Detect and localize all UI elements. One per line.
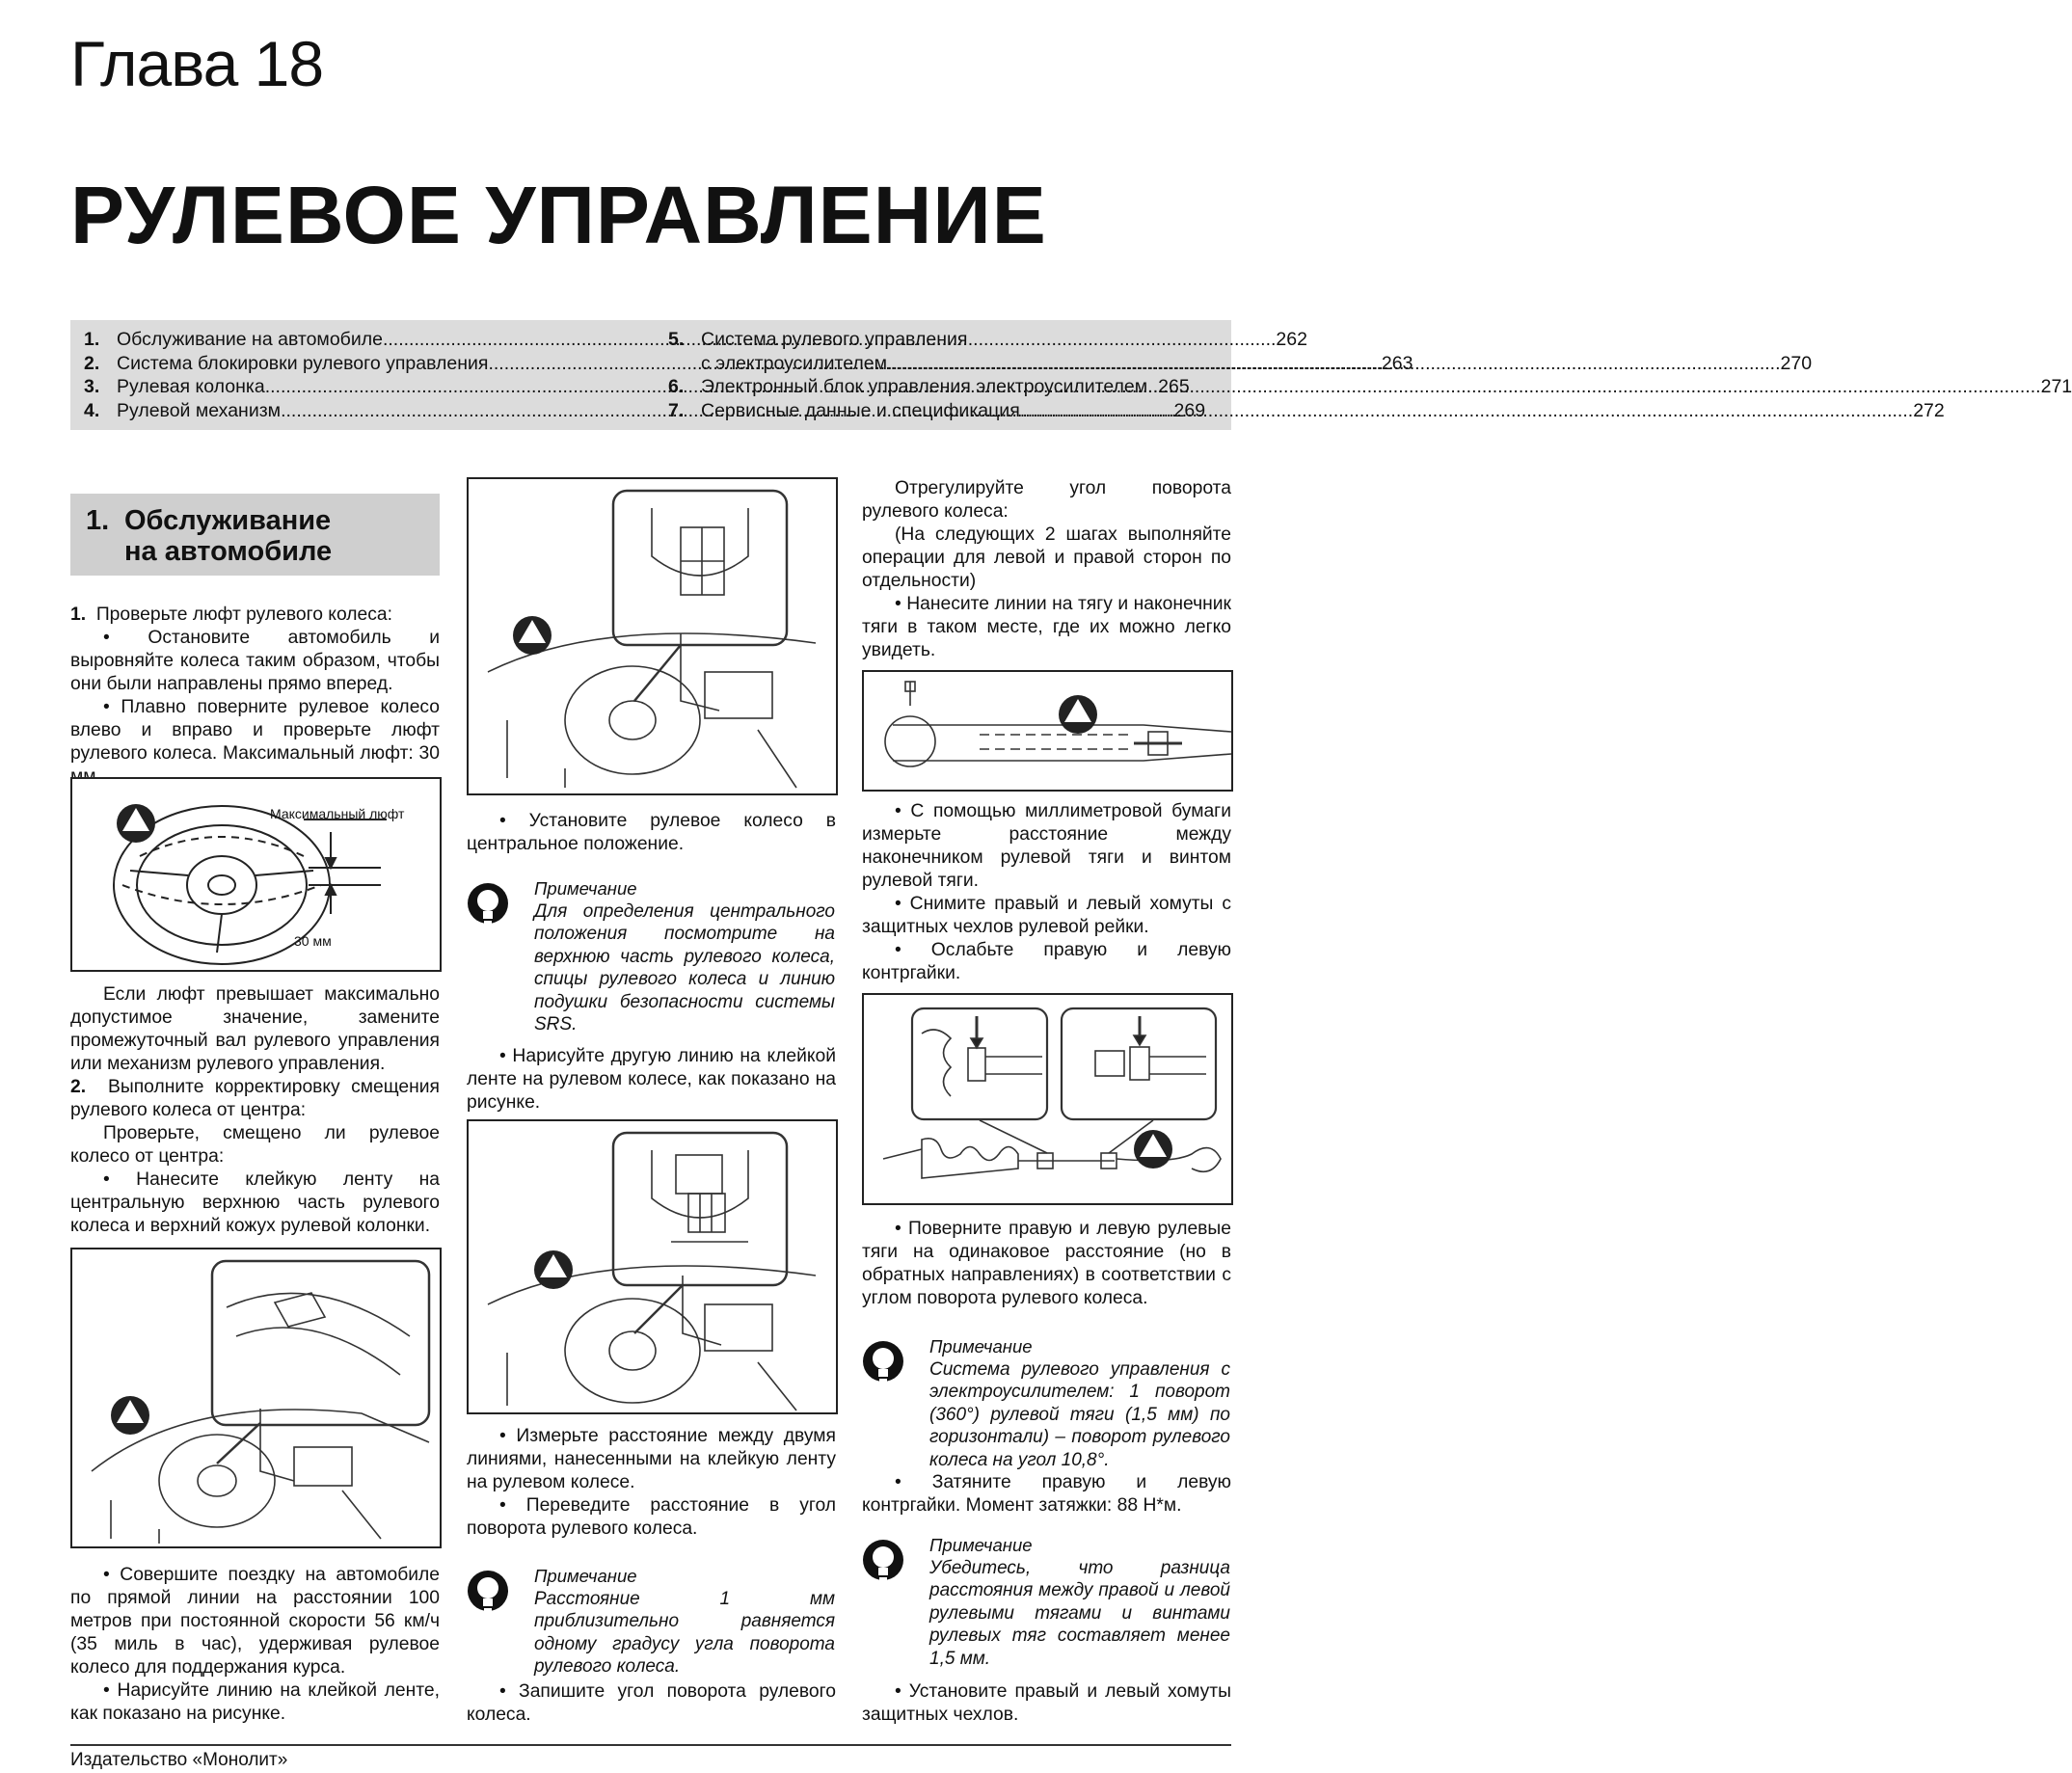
column-3-b (862, 800, 1231, 985)
note-1 (534, 877, 835, 1036)
step-text: Проверьте люфт рулевого колеса: (95, 604, 392, 625)
paragraph: • Нанесите клейкую ленту на центральную верхнюю часть рулевого колеса и верхний кожух рулевой колонки. (70, 1169, 440, 1236)
section-title: Обслуживание на автомобиле (124, 505, 333, 567)
toc-item[interactable]: 5. Система рулевого управления (668, 329, 968, 350)
column-3-a (862, 477, 1231, 662)
paragraph: • С помощью миллиметровой бумаги измерьте расстояние между наконечником рулевой тяги и винтом рулевой тяги. (862, 801, 1231, 891)
figure-tie-rod-marks (862, 670, 1233, 792)
step-number: 1. (70, 604, 87, 625)
dashboard-center-diagram (469, 479, 836, 793)
paragraph: • Переведите расстояние в угол поворота рулевого колеса. (467, 1495, 836, 1539)
paragraph: • Нанесите линии на тягу и наконечник тяги в таком месте, где их можно легко увидеть. (862, 594, 1231, 660)
toc-item[interactable]: 4. Рулевой механизм ..... 269 (84, 399, 643, 423)
section-number: 1. (86, 505, 110, 536)
toc-item[interactable]: с электроусилителем ..... 270 (668, 352, 1220, 376)
toc-item[interactable]: 1. Обслуживание на автомобиле ..... 262 (84, 328, 643, 352)
publisher-footer: Издательство «Монолит» (70, 1750, 288, 1770)
note-2 (534, 1565, 835, 1679)
paragraph: • Остановите автомобиль и выровняйте колеса таким образом, чтобы они были направлены прямо вперед. (70, 628, 440, 694)
paragraph: • Установите рулевое колесо в центральное положение. (467, 811, 836, 854)
note-bulb-icon (862, 1340, 904, 1390)
chapter-label: Глава 18 (70, 28, 324, 99)
column-1-mid (70, 983, 440, 1238)
note-bulb-icon (862, 1539, 904, 1589)
paragraph: • Плавно поверните рулевое колесо влево и вправо и проверьте люфт рулевого колеса. Максимальный люфт: 30 (70, 697, 440, 764)
paragraph: • Измерьте расстояние между двумя линиями, нанесенными на клейкую ленту на рулевом колесе. (467, 1426, 836, 1492)
column-1-bottom (70, 1564, 440, 1726)
figure-label-max-play: Максимальный люфт (270, 806, 405, 821)
note-text: Убедитесь, что разница расстояния между правой и левой рулевыми тягами и винтами рулевых тяг составляет менее 1,5 мм. (929, 1557, 1230, 1669)
page-title: РУЛЕВОЕ УПРАВЛЕНИЕ (70, 170, 1047, 260)
paragraph: • Установите правый и левый хомуты защитных чехлов. (862, 1681, 1231, 1725)
figure-tape-on-wheel (70, 1248, 442, 1548)
tie-rod-diagram (864, 672, 1231, 790)
footer-divider (70, 1744, 1231, 1746)
column-2-b (467, 1045, 836, 1115)
figure-label-30mm: 30 мм (294, 933, 332, 949)
column-3-c (862, 1218, 1231, 1310)
toc-item[interactable]: 3. Рулевая колонка ..... 265 (84, 375, 643, 399)
toc-item[interactable]: 7. Сервисные данные и спецификация ..... 272 (668, 399, 1220, 423)
paragraph: • Совершите поездку на автомобиле по прямой линии на расстоянии 100 метров при постоянной скорости 56 км/ч (35 миль в час), удерживая рулевое колесо для поддержания курса. (70, 1565, 440, 1678)
column-2-a (467, 810, 836, 856)
toc-item[interactable]: 2. Система блокировки рулевого управления ..... 263 (84, 352, 643, 376)
note-bulb-icon (467, 1570, 509, 1620)
note-text: Система рулевого управления с электроусилителем: 1 поворот (360°) рулевой тяги (1,5 мм) по горизонтали) – поворот рулевого колеса на угол 10,8°. (929, 1358, 1230, 1470)
column-3-d (862, 1471, 1231, 1518)
note-heading: Примечание (534, 1566, 637, 1586)
note-4 (929, 1534, 1230, 1670)
paragraph: • Запишите угол поворота рулевого колеса. (467, 1681, 836, 1725)
figure-wheel-center (467, 477, 838, 795)
paragraph: • Нарисуйте другую линию на клейкой ленте на рулевом колесе, как показано на рисунке. (467, 1046, 836, 1113)
toc-item[interactable]: 6. Электронный блок управления электроусилителем ..... 271 (668, 375, 1220, 399)
column-3-e (862, 1680, 1231, 1727)
dashboard-diagram (72, 1249, 440, 1546)
figure-two-lines (467, 1119, 838, 1414)
paragraph: Проверьте, смещено ли рулевое колесо от центра: (70, 1123, 440, 1167)
paragraph: Если люфт превышает максимально допустимое значение, замените промежуточный вал рулевого управления или механизм рулевого управления. (70, 984, 440, 1074)
step-text: Выполните корректировку смещения рулевого колеса от центра: (70, 1077, 440, 1120)
note-bulb-icon (467, 882, 509, 932)
paragraph: (На следующих 2 шагах выполняйте операции для левой и правой сторон по отдельности) (862, 524, 1231, 591)
figure-steering-play (70, 777, 442, 972)
note-heading: Примечание (929, 1535, 1033, 1555)
column-2-c (467, 1425, 836, 1541)
paragraph: • Нарисуйте линию на клейкой ленте, как показано на рисунке. (70, 1680, 440, 1724)
note-text: Для определения центрального положения посмотрите на верхнюю часть рулевого колеса, спицы рулевого колеса и линию подушки безопасности системы SRS. (534, 900, 835, 1034)
table-of-contents (70, 320, 2072, 430)
note-heading: Примечание (929, 1336, 1033, 1357)
paragraph: • Поверните правую и левую рулевые тяги на одинаковое расстояние (но в обратных направлениях) в соответствии с углом поворота рулевого колеса. (862, 1219, 1231, 1308)
column-2-d (467, 1680, 836, 1727)
paragraph: • Ослабьте правую и левую контргайки. (862, 940, 1231, 983)
step-number: 2. (70, 1077, 87, 1097)
note-3 (929, 1335, 1230, 1471)
column-1-top (70, 604, 440, 789)
note-text: Расстояние 1 мм приблизительно равняется одному градусу угла поворота рулевого колеса. (534, 1588, 835, 1677)
dashboard-two-lines-diagram (469, 1121, 836, 1412)
paragraph: • Снимите правый и левый хомуты с защитных чехлов рулевой рейки. (862, 894, 1231, 937)
locknut-diagram (864, 995, 1231, 1203)
note-heading: Примечание (534, 878, 637, 899)
paragraph: Отрегулируйте угол поворота рулевого колеса: (862, 478, 1231, 522)
figure-locknuts (862, 993, 1233, 1205)
section-heading (70, 494, 440, 576)
paragraph: • Затяните правую и левую контргайки. Момент затяжки: 88 Н*м. (862, 1472, 1231, 1516)
